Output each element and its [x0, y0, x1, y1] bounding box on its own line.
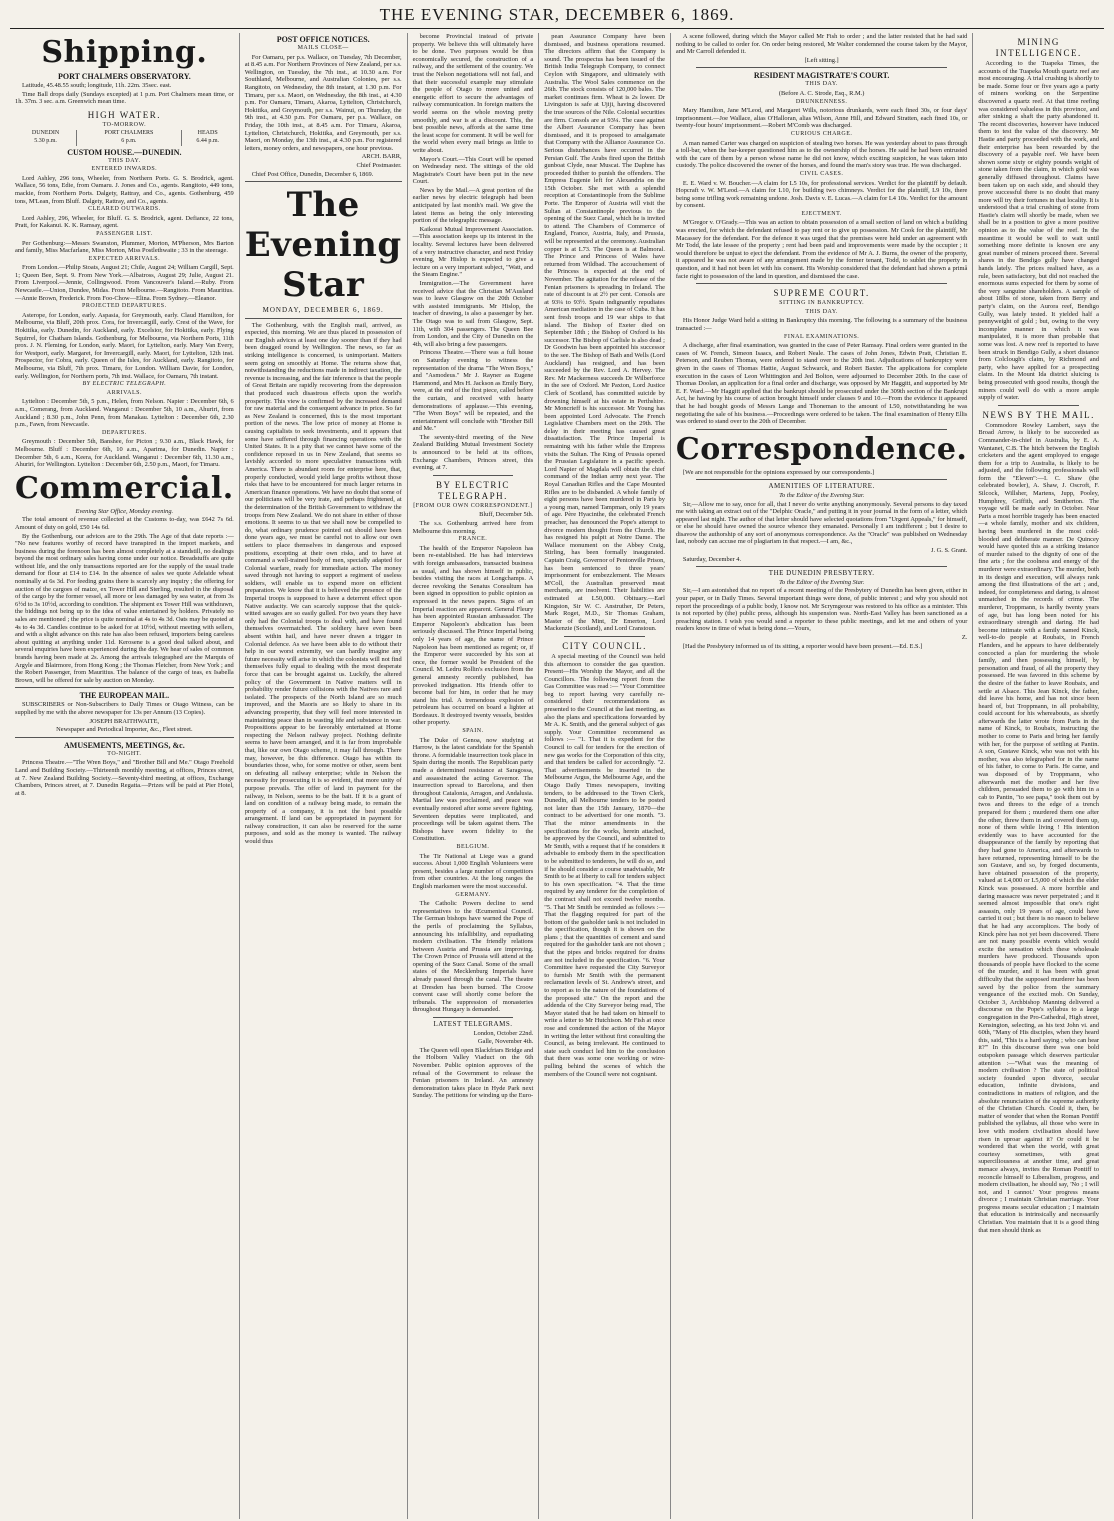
commercial-office: Evening Star Office, Monday evening. [75, 507, 174, 515]
amenities-title: AMENITIES OF LITERATURE. [768, 482, 875, 491]
post-office-date: Chief Post Office, Dunedin, December 6, 1869. [251, 170, 374, 178]
news-by-mail-title: NEWS BY THE MAIL. [982, 409, 1095, 420]
divider [245, 318, 402, 319]
telegraph-text: The s.s. Gothenburg arrived here from Melbourne this morning. [412, 520, 534, 535]
column-1 [10, 33, 240, 1519]
kaikorai-text: Kaikorai Mutual Improvement Association.—This association keeps up its interest in the locality. Several lectures have been delivered of a very instructive character, and next Friday evening, Mr Hislop is expected to give a lecture on a very important subject, "Watt, and the Steam Engine." [412, 225, 534, 279]
rm-court-title: RESIDENT MAGISTRATE'S COURT. [753, 71, 890, 81]
city-council-text: A special meeting of the Council was held this afternoon to consider the gas question. Present—His Worship the Mayor, and all the Councillors. The following report from the Gas Committee was read :— "Your Committee beg to report having very carefully re-considered their recommendations as presented to the Council at the last meeting, as also the plans and specifications forwarded by Mr A. K. Smith, and the general subject of gas supply. Your Committee recommend as follows :— "1. That it is expedient for the Council to call for tenders for the erection of new gas works for the Corporation of this city, and that tenders be called for accordingly. "2. That advertisements be inserted in the Melbourne Argus, the Melbourne Age, and the Otago Daily Times newspapers, inviting tenders, to be addressed to the Town Clerk, Dunedin, all Melbourne tenders to be posted not later than the 15th January, 1870—the contract to be advertised for one month. "3. That the minor amendments in the specifications for the works, herein attached, be approved by the Council, and submitted to Mr Smith, with a request that if he considers it advisable to embody them in the specification to be submitted to tenderers, he will do so, and if he should consider a course unadvisable, Mr Smith to be at liberty to call for tenders subject to his own specification. "4. That the time required by any tenderer for the completion of the contract shall not exceed twelve months. "5. That Mr Smith be reminded as follows :—That the flagging required for part of the bottom of the gasholder tank is not included in the specification, though it is shown on the plans ; that the quantities of cement and sand required for the gasholder tank are not shown ; that the pipes and bricks required for drains are not included in the specification. "6. Your Committee have requested the City Surveyor to furnish Mr Smith with the permanent reclamation levels of St. Andrew's street, and to report as to the nature of the foundations of the proposed site." On the report and the addenda of the City Surveyor being read, The Mayor stated that he had taken on himself to write a letter to Mr Hutchison. Mr Fish at once rose and condemned the action of the Mayor in writing the letter without first consulting the Council, as being irrelevant. He continued to state such conduct led him to the conclusion that there was some one working or wire-pulling behind the scenes of which the members of the Council were not cognisant. [544, 652, 665, 1078]
custom-house-title: CUSTOM HOUSE.—DUNEDIN. [67, 147, 182, 157]
presbytery-editor-note: [Had the Presbytery informed us of its sitting, a reporter would have been present.—Ed. E.S.] [682, 642, 923, 650]
paper-date: MONDAY, DECEMBER 6, 1869. [262, 306, 384, 315]
european-sig: JOSEPH BRAITHWAITE, [89, 717, 160, 725]
building-society-text: The seventy-third meeting of the New Zealand Building Mutual Investment Society is announced to be held at its offices, Exchange Chambers, Princes street, this evening, at 7. [412, 433, 534, 472]
departures-text: Greymouth : December 5th, Banshee, for Picton ; 9.30 a.m., Black Hawk, for Melbourne. Bluff : December 6th, 10 a.m., Aparima, for Dunedin. Napier : December 5th, 6 a.m., Keera, for Auckland. Wanganui : December 6th, 11.30 a.m., Ahuriri, for Wellington. Lyttelton : December 6th, 2.50 p.m., Maori, for Timaru. [15, 438, 234, 469]
expected-heading: EXPECTED ARRIVALS. [88, 255, 161, 262]
passenger-text: Per Gothenburg:—Messrs Swanston, Plummer, Morton, M'Pherson, Mrs Barton and family, Miss Macfarlane, Miss Morton, Miss Postlethwaite ; 33 in the steerage. [15, 239, 234, 255]
commercial-text-1: The total amount of revenue collected at the Customs to-day, was £642 7s 6d. Amount of duty on gold, £50 14s 6d. [15, 516, 234, 531]
commercial-text-2: By the Gothenburg, our advices are to the 29th. The Age of that date reports :— "No new features worthy of record have transpired in the import markets, and business during the forenoon has been almost completely at a standstill, no dealings beyond the most ordinary sales having come under our notice. Breadstuffs are quite without life, and the only transactions reported are for the supply of the usual trade demand for flour at £14 to £14. In the absence of sales we quote Adelaide wheat nominally at 6s 3d. For feeding grains there is scarcely any inquiry ; the offering for auction of the cargoes of maize, ex Tower Hill and Sterling, resulted in the disposal of the cargo by the former vessel, all more or less damaged by sea water, at from 3s 6½d to 3s 10½d, according to condition. The shipment ex Tower Hill was withdrawn, the biddings not being up to the idea of value entertained by holders. Privately no sales are mentioned ; the price is quite nominal at 4s to 4s 3d. Oats may be quoted at 4s to 4s 3d. Candles continue to be asked for at 10½d, without meeting with sellers, and with a slight advance on this rate has also been refused, importers being careless about quitting at anything under 11d. Kerosene is a good deal talked about, and several enquiries have been experienced during the day. We hear of sales of common brands having been made at 2s. Among the arrivals telegraphed are the Marquis of Argyle and Blairmore, from Hong Kong ; the Thomas Fletcher, from New York ; and the Robert Passenger, from Mauritius. The balance of the cargo of teas, ex Isabella Brown, will be offered for sale by auction on Monday. [15, 532, 234, 684]
divider [696, 566, 947, 567]
post-office-sub: MAILS CLOSE— [297, 45, 349, 51]
columns [10, 33, 1104, 1519]
presbytery-title: THE DUNEDIN PRESBYTERY. [768, 569, 875, 578]
european-text: SUBSCRIBERS or Non-Subscribers to Daily Times or Otago Witness, can be supplied by me with the above newspaper for 13s per Annum (13 Copies). [15, 701, 234, 716]
cleared-text: Lord Ashley, 296, Wheeler, for Bluff. G. S. Brodrick, agent. Defiance, 22 tons, Pratt, for Kakanui. K. K. Ramsay, agent. [15, 214, 234, 230]
commercial-heading: Commercial. [15, 470, 234, 506]
divider [15, 687, 234, 688]
civil-text: E. E. Ward v. W. Boucher.—A claim for L5 10s, for professional services. Verdict for the plaintiff by default. Hopcraft v. W. M'Leod.—A claim for L10, for building two chimneys. Verdict for the plaintiff, L9 10s, there being some trifling work remaining undone. Josh. Davis v. E. Lucas.—A claim for L4 10s. Verdict for the amount by consent. [675, 179, 968, 210]
telegraph-heading: BY ELECTRIC TELEGRAPH. [82, 381, 167, 388]
european-title: THE EUROPEAN MAIL. [79, 691, 170, 701]
divider [696, 67, 947, 68]
rm-court-day: THIS DAY. [805, 81, 838, 88]
post-office-text: For Oamaru, per p.s. Wallace, on Tuesday, 7th December, at 8.45 a.m. For Northern Provinces of New Zealand, per s.s. Wellington, on Tuesday, the 7th inst., at 10.30 a.m. For Southland, Melbourne, and Australian Colonies, per s.s. Rangitoto, on Wednesday, the 8th instant, at 1.30 p.m. For Timaru, per s.s. Maori, on Wednesday, the 8th inst., at 4.30 p.m. For Oamaru, Timaru, Akaroa, Lyttelton, Christchurch, Hokitika, and Greymouth, per s.s. Wainui, on Thursday, the 9th inst., at 4.30 p.m. For Oamaru, per p.s. Wallace, on Friday, the 10th inst., at 8.45 a.m. For Timaru, Akaroa, Lyttelton, Christchurch, Hokitika, and Greymouth, per s.s. Maori, on Monday, the 13th inst., at 4.30 p.m. For registered letters, money orders, and newspapers, one hour previous. [244, 53, 402, 152]
time-ball-text: Time Ball drops daily (Sundays excepted) at 1 p.m. Port Chalmers mean time, or 1h. 37m. 3 sec. a.m. Greenwich mean time. [15, 90, 234, 106]
news-by-mail-text: News by the Mail.—A great portion of the earlier news by electric telegraph had been anticipated by last month's mail. We give the latest items as being the only interesting portion of the telegraphic message. [412, 186, 534, 225]
passenger-heading: PASSENGER LIST. [96, 230, 153, 237]
supreme-court-title: SUPREME COURT. [773, 288, 870, 299]
princess-theatre-text: Princess Theatre.—There was a full house on Saturday evening to witness the representation of the drama "The Wren Boys," and "Asmodeus." Mr J. Rayner as Eugene Hammond, and Mrs H. Jackson as Emily Bury, were, at the end of the first piece, called before the curtain, and received with hearty demonstrations of applause.—This evening, "The Wren Boys" will be repeated, and the entertainment will conclude with "Brother Bill and Me." [412, 349, 534, 433]
amenities-date: Saturday, December 4. [682, 555, 742, 563]
projected-heading: PROJECTED DEPARTURES. [82, 303, 167, 310]
curious-heading: CURIOUS CHARGE. [790, 130, 853, 137]
belgium-text: The Tir National at Liege was a grand success. About 1,000 English Volunteers were present, besides a large number of competitors from other countries. At the long ranges the English marksmen were the most successful. [412, 852, 534, 890]
european-sig2: Newspaper and Periodical Importer, &c., Fleet street. [56, 726, 193, 734]
hw-time: 6 p.m. [77, 138, 182, 146]
observatory-title: PORT CHALMERS OBSERVATORY. [57, 72, 191, 81]
post-office-sig2: Chief Postmaster. [356, 161, 402, 169]
divider [696, 429, 947, 430]
cleared-heading: CLEARED OUTWARDS. [88, 206, 161, 213]
france-text: The health of the Emperor Napoleon has been re-established. He has had interviews with foreign ambassadors, transacted business as usual, and has shown himself in public, besides visiting the races at Longchamps. A decree revoking the Senatus Consultum has been signed in opposition to public opinion as expressed in the news papers. Signs of an Imperial reaction are apparent. General Fleury has been appointed Russian ambassador. The Emperor Napoleon's abdication has been seriously discussed. The Prince Imperial being only 14 years of age, the name of Prince Napoleon has been mentioned as regent; or, if the Emperor were succeeded by his son at once, the former would be President of the Council. M. Ledru Rollin's exclusion from the general amnesty recently published, has provoked indignation. His friends offer to become bail for him, in order that he may stand his trial. A tremendous explosion of petroleum has occurred on board a lighter at Bordeaux. It destroyed twenty vessels, besides other property. [412, 544, 534, 727]
city-council-title: CITY COUNCIL. [562, 640, 647, 651]
editorial-text: The Gothenburg, with the English mail, arrived, as expected, this morning. We are thus placed in possession of our English advices at least one day sooner than if they had been dragged round by Wellington. The news, so far as striking intelligence is concerned, is unimportant. Matters seem going on smoothly at Home. The returns show that, notwithstanding the reductions made in indirect taxation, the revenue is increasing, and the fair inference is that the people of Great Britain are rapidly recovering from the depression that produced such disastrous effects upon the world's prosperity. This view is confirmed by the increased demand for raw material and the consequent advance in price. So far as New Zealand is concerned, this is the most important portion of the news. The low price of money at Home is causing capitalists to seek investments, and it appears that some have suffered through financing operations with the United States. It is a pity that we cannot have some of the confidence reposed in us in New Zealand, that seems so lavishly accorded to more speculative transactions with America. There is abundant room for enterprise here, that, properly conducted, would yield large profits without those risks that have to be encountered for much larger returns in American finance operations. We have no doubt that some of our politicians will be very irate, and perhaps frightened, at the determination of the British Government to withdraw the troops from New Zealand. We do not share in either of those emotions. It seems to us that we shall now be compelled to do, what ordinary prudence pointed out should have been done years ago, we must be careful not to allow our own settlers to place themselves in dangerous and exposed positions, excepting at their own risks, and to have at command a well-trained body of men, specially adapted for Colonial warfare, ready for immediate action. The money saved through not having to support a regiment of useless soldiers, will enable us to expend more on efficient preparation. We know that it is believed the presence of the Imperial troops is supposed to have a deterrent effect upon Native audacity. We can scarcely suppose that the quick-witted savages are so easily gulled. For two years they have only had the Colonial troops to deal with, and have found themselves overmatched. The soldiery have even been absent within hail, and have never drawn a trigger in Colonial defence. As we have been able to do without their help in our worst extremity, we can hardly imagine any future necessity will arise in which the colonists will not find themselves fully equal to dealing with the most desperate force that can be brought against us. Luckily, the altered policy of the Government in Native matters will in probability render future collisions with the Natives rare and isolated. The prospects of the North Island are so much improved, and the Maoris are so likely to share in its advancing prosperity, that they will feel more interested in maintaining peace than in wasting life and substance in war. Propositions appear to be favorably entertained at Home respecting the Nelson railway project. Nothing definite seems to have been arranged, and it is far from improbable that, like our own Otago scheme, it may fall through. There may, however, be this difference. Otago has within its boundaries those, who, for some motive or other, seem bent on defeating all railway enterprise; while in Nelson the necessity for prosecuting it is so evident, that more unity of purpose prevails. The offer of land in payment for the railway, in Nelson, seems to be the bait. If it is a grant of land on condition of a railway being made, to remain the property of a company, it is not the best possible arrangement. If land can be appropriated in payment for railway construction, it can also be reserved for the same purposes, and sold as the money is wanted. The railway would thus [244, 321, 402, 846]
hw-place: HEADS [197, 130, 218, 137]
mayors-court-text: Mayor's Court.—This Court will be opened on Wednesday next. The sittings of the old Magistrate's Court have been put in the new Court. [412, 155, 534, 186]
presbytery-sig: Z. [961, 634, 968, 641]
latest-text: The Queen will open Blackfriars Bridge and the Holborn Valley Viaduct on the 6th November. Public opinion approves of the refusal of the Government to release the Fenian prisoners in Ireland. An amnesty demonstration takes place in Hyde Park next Sunday. The petitions for winding up the Euro- [412, 1046, 534, 1100]
custom-day: THIS DAY. [108, 157, 141, 164]
telegraph-sub: [FROM OUR OWN CORRESPONDENT.] [413, 502, 533, 509]
correspondence-heading: Correspondence. [675, 431, 968, 467]
left-sitting: [Left sitting.] [804, 56, 839, 64]
supreme-court-text: His Honor Judge Ward held a sitting in Bankruptcy this morning. The following is a summary of the business transacted :— [675, 317, 968, 332]
column-6 [973, 33, 1104, 1519]
drunkenness-heading: DRUNKENNESS. [795, 98, 848, 105]
amenities-text: Sir,—Allow me to say, once for all, that I never do write anything anonymously. Several persons to day taxed me with taking an extract out of the "Delphic Oracle," and putting it in your journal in the form of a letter, which appeared last night. The author of that letter should have selected quotations from "Urgent Appeals," for himself, or else he should have owned the source whence they emanated. Personally I am indifferent ; but I desire to disavow the authorship of any sort of anonymous correspondence. As the "Oracle" was published on Wednesday last, nobody can accuse me of plagiarism in that respect.—I am, &c., [675, 500, 968, 546]
high-water-table [15, 130, 234, 145]
mining-title: MINING INTELLIGENCE. [995, 37, 1082, 58]
supreme-court-sub: SITTING IN BANKRUPTCY. [779, 300, 865, 307]
final-text: A discharge, after final examination, was granted in the case of Peter Ramsay. Final orders were granted in the cases of W. French, Simeon Isaacs, and Robert Neale. The cases of John Jones, Edwin Pratt, Christian E. Peterson, and Reuben Thomas, were ordered to stand over to the 20th inst. Adjudications of bankruptcy were given in the cases of Thomas Hattie, August Schwarck, and Robert Baxter. The applications for complete execution in the cases of Leon Whittington and Jed Bolton, were adjourned to December 20th. In the case of Thomas Doolan, an application for a final order and discharge, was opposed by Mr Haggitt, and supported by Mr E. F. Ward.—Mr Haggitt applied that the bankrupt should be prosecuted under the 309th section of the Bankrupt Act, he having by his course of action brought himself under clauses 9 and 10.—From the evidence it appeared that he had bought goods of Messrs Lange and Thoneman to the amount of L50, notwithstanding he was negotiating the sale of his business.—Proceedings were ordered to be taken. The final examination of Henry Ellis was ordered to stand over to the 20th of December. [675, 342, 968, 426]
amusements-text: Princess Theatre.—"The Wren Boys," and "Brother Bill and Me." Otago Freehold Land and Building Society.—Thirteenth monthly meeting, at offices, Princes street, at 7. New Zealand Building Society.—Seventy-third meeting, at offices, Exchange Chambers, Princes street, at 7. Dunedin Regatta.—Prizes will be paid at Pier Hotel, at 8. [15, 759, 234, 797]
arrivals-text: Lyttelton : December 5th, 5 p.m., Helen, from Nelson. Napier : December 6th, 6 a.m., Comerang, from Auckland. Wanganui : December 5th, 10 a.m., Ahuriri, from Auckland ; 8.30 p.m., John Penn, from Manakau. Lyttelton : December 6th, 2.30 p.m., Fawn, from Newcastle. [15, 398, 234, 429]
latest-place: London, October 22nd. [473, 1029, 534, 1037]
telegraph-place: Bluff, December 5th. [479, 511, 534, 519]
amenities-to: To the Editor of the Evening Star. [779, 491, 865, 499]
france-heading: FRANCE. [458, 536, 488, 543]
telegrams-continued: pean Assurance Company have been dismissed, and business operations resumed. The directors affirm that the Company is sound. The prospectus has been issued of the British India Telegraph Company, to connect Ceylon with Singapore, and ultimately with Australia. The Wool Sales commence on the 26th. The stock consists of 120,000 bales. The market continues firm. Wheat is 2s lower. Dr Livingston is safe at Ujiji, having discovered the true sources of the Nile. Colonial securities are firm. Consols are at 93¼. The case against the Albert Assurance Company has been dismissed, and it is proposed to amalgamate that Company with the Alliance Assurance Co. Serious disturbances have occurred in the Persian Gulf. The Arabs fired upon the British gunboat Clyde, near Muscat. The Daphne has proceeded thither to punish the offenders. The Empress Eugenie left for Alexandria on the 15th October. She met with a splendid reception at Constantinople from the Sublime Porte. The Emperor of Austria will visit the Sultan at Constantinople previous to the opening of the Suez Canal, which he is invited to attend. The Chambers of Commerce of England, France, Austria, Italy, and Prussia, will be represented at the ceremony. Australian copper is at L73. The Queen is at Balmoral. The Prince and Princess of Wales have returned from Wildbad. The accouchement of the Princess is expected at the end of November. The agitation for the release of the Fenian prisoners is spreading in Ireland. The rate of discount is at 2½ per cent. Consols are at 93¼ to 93½. Spain indignantly repudiates American mediation in the case of Cuba. It has sent fresh troops and 19 war ships to that island. The Bishop of Exeter died on September 18th ; the Bishop of Oxford is his successor. The Bishop of Carlisle is also dead ; Dr Goodwin has been appointed his successor to the see. The Bishop of Bath and Wells (Lord Auckland) has resigned, and has been succeeded by the Rev. Lord A. Hervey. The Rev. Mr Mackerness succeeds Dr Wilberforce in the see of Oxford. Mr Paxton, Lord Justice Clerk of Scotland, has committed suicide by drowning himself at his estate in Perthshire. Mr Moncrieff is his successor. Mr Young has been appointed Lord Advocate. The French Legislative Chambers meet on the 29th. The delay in their meeting has caused great dissatisfaction. The Prince Imperial is remaining with his father while the Empress visits the Sultan. The King of Prussia opened the Prussian Legislature in a pacific speech. Lord Napier of Magdala will obtain the chief command of the Indian army next year. The Royal Canadian Rifles and the Cape Mounted Rifles are to be disbanded. A whole family of eight persons have been murdered in Paris by a young man, named Tampman, only 19 years of age. Père Hyacinthe, the celebrated French preacher, has denounced the Pope's attempt to divorce modern thought from the Church. He has resigned his pulpit at Notre Dame. The Wallace monument on the Abbey Craig, Stirling, has been formally inaugurated. Captain Craig, Governor of Pentonville Prison, has been sentenced to three years' imprisonment for embezzlement. The Messrs M'Coll, the Australian preserved meat merchants, are insolvent. Their liabilities are estimated at L50,000. Obituary.—Earl Kingston, Sir W. C. Anstruther, Dr Peters, Mark Roget, M.D., Sir Thomas Graham, Master of the Mint, Dr Emerton, Lord Mackenzie (Scotland), and Lord Cranstoun. [544, 33, 665, 633]
presbytery-text: Sir,—I am astonished that no report of a recent meeting of the Presbytery of Dunedin has been given, either in your paper, or in Daily Times. Several important things were done, of public interest ; and why you should not report the proceedings of a public body, I know not. Mr Scrymgeour was restored to his office as a minister. This is not reported by (the) public press, although his suspension was. North-East Valley has been sanctioned as a preaching station. I wish you would send a reporter to these public meetings, and let me and others of your readers know in time of what is being done.—Yours, [675, 587, 968, 633]
spain-text: The Duke of Genoa, now studying at Harrow, is the latest candidate for the Spanish throne. A formidable insurrection took place in Spain during the month. The Republican party made a determined resistance at Saragossa, and assassinated the acting Governor. The insurrection spread to Barcelona, and then throughout Catalonia, Arragon, and Andalusia. Martial law was proclaimed, and peace was eventually restored after some severe fighting. Seventeen deputies were implicated, and proceedings will be taken against them. The Bishops have sworn fidelity to the Constitution. [412, 736, 534, 843]
mining-text: According to the Tuapeka Times, the accounts of the Tuapeka Mouth quartz reef are most encouraging. A trial crushing is shortly to be made. Some four or five years ago a party of miners working on the Serpentine discovered a quartz reef. At that time reefing was considered valueless in this province, and after sinking a shaft the party abandoned it. The recent discoveries, however have induced them to test the value of the discovery. Mr Hastie and party proceeded with the work, and their enterprise has been rewarded by the discovery of a payable reef. We have been shown some sixty or eighty pounds weight of stone taken from the claim, in which gold was generally diffused throughout. Claims have been taken up on each side, and should they prove successful there is no doubt that many more will try their fortunes in that locality. It is understood that a trial crushing of stone from Hastie's claim will shortly be made, when we shall be in a position to give a more positive opinion as to the value of the reef. In the meantime it would be well to wait until something more definite is known ere any great number of miners proceed there. Several shares in the Bendigo gully have changed hands lately. The prices realised have, as a rule, been satisfactory, but did not reached the enormous sums expected for them by some of the very sanguine shareholders. A sample of about 18lbs of stone, taken from Berry and party's claim, on the Aurora reef, Bendigo Gully, was lately tested. It yielded half a pennyweight of gold ; but, owing to the very incomplete manner in which it was manipulated, it is more than probable that some was lost. A new reef is reported to have been struck in Bendigo Gully, a short distance from Colclough's claim, by Richmond and party, who have applied for a prospecting claim. In the Mount Ida district sluicing is being prosecuted with good results, though the miners could well do with a more ample supply of water. [978, 60, 1100, 402]
news-by-mail-body: Commodore Rowley Lambert, says the Broad Arrow, is likely to be succeeded as Commander-in-chief in Australia, by E. A. Wantanet, C.B. The hitch between the English cricketers and the agent employed to engage them for a trip to Australia, is likely to be adjusted, and the following professionals will form the "Eleven":—I. C. Shaw (the celebrated bowler), A. Shaw, J. Oscroft, F. Silcock, Willsher, Martens, Jupp, Pooley, Humphrey, Griffith, and Smitherton. The voyage will be made early in October. Near Paris a most horrible tragedy has been enacted—a whole family, mother and six children, having been murdered in the most cold-blooded and deliberate manner. De Quincey would have quoted this as a striking instance of murder raised to the dignity of one of the fine arts ; for the coolness and energy of the murderer were extraordinary. The murder, both in its design and execution, will always rank among the first illustrations of the art ; and, indeed, for completeness and daring, is almost unmatched in the records of crime. The murderer, Troppmann, is hardly twenty years of age, but has long been noted for his extraordinary strength and daring. He had become intimate with a family named Kinck, well-to-do people at Roubaix, in French Flanders, and he appears to have deliberately concocted a plan for murdering the whole family, and then possessing himself, by personation and fraud, of all the property they possessed. He was favored in this scheme by the desire of the father to leave Roubaix, and settle at Alsace. This Jean Kinck, the father, did leave his home, and has not since been heard of, but Troppmann, in all probability, could account for his whereabouts, as shortly afterwards the latter wrote from Paris in the name of Kinck, to Roubaix, instructing the mother to come to Paris and bring her family with her, for the purpose of settling at Pantin. A son, Gustave Kinck, who was not with his mother, was also telegraphed for in the name of his father, to come to Paris. He came, and was disposed of by Troppmann, who afterwards met the mother and her five children, persuaded them to go with him in a cab to Pantin, "to see papa," took them out by twos and threes to the edge of a trench prepared for them ; murdered them one after the other, threw them in and covered them up, none of them while living ! His intention evidently was to have accounted for the disappearance of the family by reporting that they had gone to America, and afterwards to have returned, representing himself to be the son Gustave, and so, by forged documents, have obtained possession of the property, valued at L4,000 or L5,000 of which the elder Kinck was possessed. A more horrible and daring massacre was never perpetrated ; and it seemed almost impossible that one's right assassin, only 19 years of age, could have carried it out ; but there is no reason to believe that he had any accomplices. The body of Kinck père has not yet been discovered. There are not many possible events which would excite the sensation which these wholesale murders have produced. Thousands upon thousands of people have flocked to the scene of the murder, and it has been with great difficulty that the supposed murderer has been saved by the police from the summary vengeance of the excited mob. On Sunday, October 3, Archbishop Manning delivered a discourse on the Pope's syllabus to a large congregation in the Pro-Cathedral, High street, Kensington, selecting, as his text John vi. and 60th, "Many of His disciples, when they heard this, said, 'This is a hard saying ; who can hear it?'" In this discourse there was one bold outspoken passage which deserves particular attention :—"What was the meaning of modern civilisation ? The state of political society founded upon divorce, secular education, infinite divisions, and contradictions in matters of religion, and the absolute renunciation of the supreme authority of the Christian Church. Could it, then, be matter of wonder that when the Roman Pontiff published the syllabus, all those who were in love with modern civilisation should have risen in uproar against it? Or could it be wondered that when the world, with great courtesy sometimes, with great superciliousness at another time, and great menace always, invites the Roman Pontiff to reconcile himself to Liberalism, progress, and modern civilisation, he should say, 'No ; I will not, and I cannot.' Your progress means divorce ; I maintain Christian marriage. Your progress means secular education ; I maintain that education is intrinsically and necessarily Christian. You maintain that it is a good thing that men should think as [978, 421, 1100, 1234]
latest-place-2: Galle, November 4th. [477, 1038, 534, 1046]
paper-title: The Evening Star [244, 185, 402, 306]
supreme-court-day: THIS DAY. [805, 308, 838, 315]
hw-time: 5.30 p.m. [15, 138, 77, 146]
entered-heading: ENTERED INWARDS. [91, 166, 158, 173]
civil-heading: CIVIL CASES. [799, 170, 844, 177]
column-3 [408, 33, 540, 1519]
curious-text: A man named Carter was charged on suspicion of stealing two horses. He was yesterday about to pass through a toll-bar, when the bar-keeper questioned him as to the ownership of the horses. He said he had been entrusted with the care of them by a person whose name he did not know, which exciting suspicion, he was taken into custody. The police discovered the owner of the horses, and found the man's story was true. He was discharged. [675, 139, 968, 170]
divider [696, 283, 947, 284]
rm-court-before: (Before A. C. Strode, Esq., R.M.) [778, 89, 865, 97]
high-water-title: HIGH WATER. [87, 109, 162, 120]
divider [433, 475, 514, 476]
immigration-text: Immigration.—The Government have received advice that the Christian M'Ausland was to leave Glasgow on the 20th October with assisted immigrants. Mr Hislop, the teacher of drawing, is also a passenger by her. The Otago was to sail from Glasgow, Sept. 11th, with 304 passengers. The Queen Bee from London, and the City of Dunedin on the 4th, will also bring a few passengers. [412, 280, 534, 348]
hw-place: DUNEDIN [15, 130, 77, 138]
editorial-continued: become Provincial instead of private property. We believe this will ultimately have to be done. Two purposes would be thus economically secured, the construction of a railway, and the settlement of the country. We trust the Nelson negotiations will not fail, and that their successful example may stimulate the people of Otago to more united and energetic effort to secure the advantages of railway communication. In foreign matters the world seems on the whole moving pretty smoothly, and war is at a discount. This, the best possible news, affords at the same time the least scope for comment. It will be well for the world when every mail brings as little to write about. [412, 33, 534, 154]
ejectment-heading: EJECTMENT. [801, 210, 842, 217]
divider [998, 405, 1079, 406]
presbytery-to: To the Editor of the Evening Star. [779, 578, 865, 586]
high-water-sub: TO-MORROW. [102, 121, 147, 128]
masthead: THE EVENING STAR, DECEMBER 6, 1869. [10, 4, 1104, 29]
correspondence-note: [We are not responsible for the opinions expressed by our correspondents.] [682, 468, 875, 476]
amenities-sig: J. G. S. Grant. [930, 547, 968, 555]
ejectment-text: M'Gregor v. O'Grady.—This was an action to obtain possession of a small section of land on which a building was erected, for which the defendant refused to pay rent or to give up possession. Mr Cook for the plaintiff, Mr Macassey for the defendant. For the defence it was urged that the premises were held under an agreement with Mr Todd, the late lessee of the property ; rent had been paid and improvements were made by the occupier ; it would therefore be unjust to eject the defendant. From the evidence of Mr A. J. Burns, the owner of the property, it appeared he was not aware of any arrangement made by the former tenant, Todd, to sublet the property in question, and it had not been let with his consent. His Worship considered that the defendant had shown a primâ facie right to possession of the land in question, and dismissed the case. [675, 219, 968, 280]
observatory-text: Latitude, 45.48.55 south; longitude, 11h. 22m. 35sec. east. [22, 82, 172, 89]
hw-place: PORT CHALMERS [77, 130, 182, 138]
telegraph-title: BY ELECTRIC TELEGRAPH. [436, 479, 510, 501]
germany-heading: GERMANY. [455, 891, 491, 898]
expected-text: From London.—Philip Stoats, August 21; Chile, August 24; William Cargill, Sept. 1; Queen Bee, Sept. 9. From New York.—Albatross, August 29; Julie, August 21. From Liverpool.—Jennie, Collingwood. From Vancouver's Island.—Ruby. From Newcastle.—Union, Dundee, Midas. From Melbourne.—Rangitoto. From Mauritius.—Annie Brown, Frederick. From Foo-Chow—Elina. From Sydney.—Eleanor. [15, 264, 234, 302]
post-office-sig: ARCH. BARR, [361, 153, 402, 161]
projected-text: Asterope, for London, early. Aspasia, for Greymouth, early. Claud Hamilton, for Melbourne, via Bluff, 20th prox. Cora, for Invercargill, early. Crest of the Wave, for Hokitika, early. Dunedin, for Auckland, early. Excelsior, for Hokitika, early. Flying Squirrel, for Chatham Islands. Gothenburg, for Melbourne, via Northern Ports, 11th prox. J. N. Fleming, for London, early. Maori, for Lyttelton, early. Mary Van Every, for Westport, early. Margaret, for Invercargill, early. Maori, for Lyttelton, 12th inst. Prospector, for Cobra, early. Queen of the Isles, for Auckland, early. Rangitoto, for Melbourne, via Bluff, 7th prox. Timaru, for London. William Davie, for London, early. Wellington, for Northern ports, 7th inst. Wallace, for Oamaru, 7th instant. [15, 311, 234, 380]
divider [15, 737, 234, 738]
post-office-title: POST OFFICE NOTICES. [276, 35, 370, 44]
final-heading: FINAL EXAMINATIONS. [784, 333, 860, 340]
divider [696, 479, 947, 480]
entered-text: Lord Ashley, 296 tons, Wheeler, from Northern Ports. G. S. Brodrick, agent. Wallace, 56 tons, Edie, from Oamaru. J. Jones and Co., agents. Rangitoto, 449 tons, mackie, from Northern Ports. Dalgety, Rattray, and Co., agents. Gothenburg, 459 tons, M'Lean, from Bluff. Dalgety, Rattray, and Co., agents. [15, 174, 234, 205]
belgium-heading: BELGIUM. [456, 843, 490, 850]
divider [245, 181, 402, 182]
shipping-heading: Shipping. [41, 35, 208, 70]
arrivals-heading: ARRIVALS. [106, 389, 142, 396]
hw-time: 6.44 p.m. [196, 137, 220, 144]
amusements-title: AMUSEMENTS, MEETINGS, &c. [64, 740, 185, 750]
divider [564, 636, 645, 637]
amusements-sub: TO-NIGHT. [107, 750, 142, 757]
column-5 [671, 33, 973, 1519]
column-2 [240, 33, 408, 1519]
spain-heading: SPAIN. [462, 728, 484, 735]
departures-heading: DEPARTURES. [101, 429, 147, 436]
drunkenness-text: Mary Hamilton, Jane M'Leod, and Margaret Wills, notorious drunkards, were each fined 30s, or four days' imprisonment.—Joe Wallace, alias O'Halloran, alias Wilson, Anne Hill, and Edward Stratten, each fined 10s, or twenty-four hours' imprisonment.—Robert M'Comb was discharged. [675, 107, 968, 130]
latest-title: LATEST TELEGRAMS. [433, 1020, 513, 1029]
column-4 [539, 33, 671, 1519]
divider [433, 1017, 514, 1018]
council-continued: A scene followed, during which the Mayor called Mr Fish to order ; and the latter resisted that he had said nothing to be called to order for. On order being restored, Mr Walter condemned the course taken by the Mayor, and Mr Carroll defended it. [675, 33, 968, 56]
germany-text: The Catholic Powers decline to send representatives to the Œcumenical Council. The German bishops have warned the Pope of the perils of proclaiming the Syllabus, announcing his infallibility, and repudiating modern civilisation. The friendly relations between Austria and Prussia are improving. The Crown Prince of Prussia will attend at the opening of the Suez Canal. Some of the small states of the Mecklenburg Imperials have already passed through the canal. The theatre at Dresden has been burned. The Croow convent case will shortly come before the tribunals. The suppression of monasteries throughout Hungary is demanded. [412, 900, 534, 1014]
